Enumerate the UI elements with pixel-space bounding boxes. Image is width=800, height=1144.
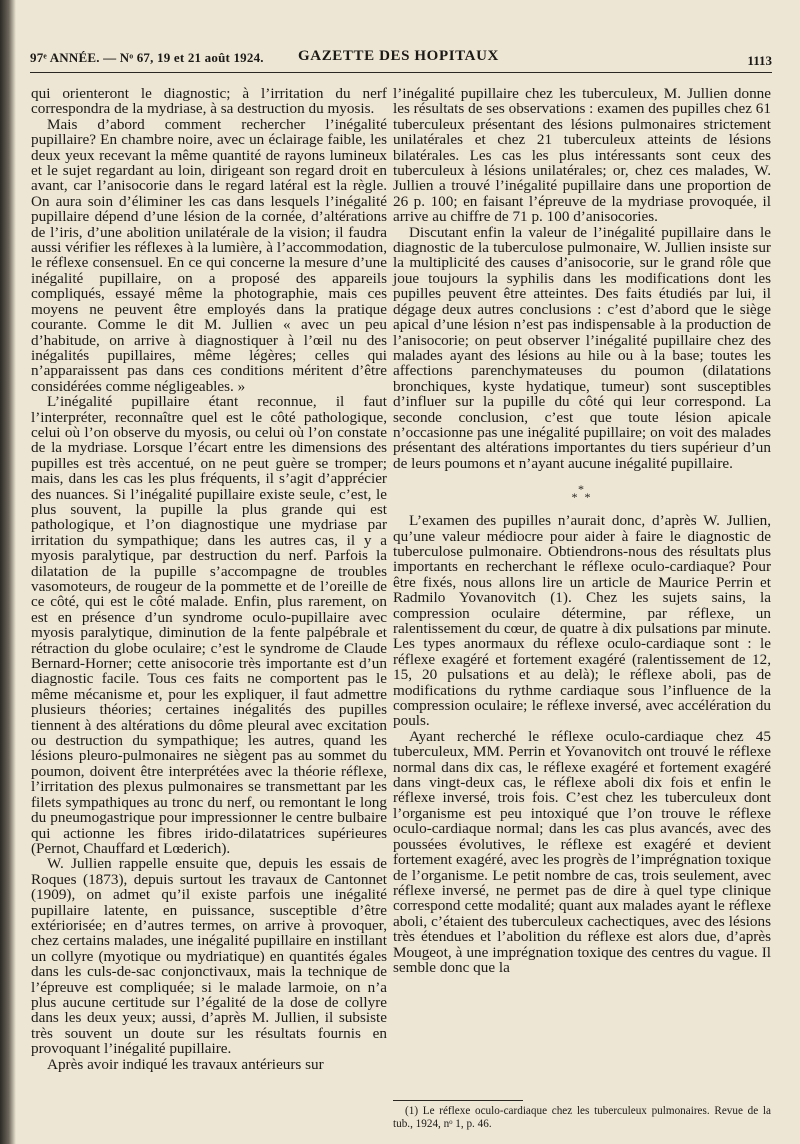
paragraph: Ayant recherché le réflexe oculo-cardiaque chez 45 tuberculeux, MM. Perrin et Yovanovitch ont trouvé le réflexe normal dans dix cas, le réflexe exagéré et fortement exagéré dans vingt-deux cas, le réflexe aboli dix fois et enfin le réflexe inversé, trois fois. C’est chez les tuberculeux dont l’organisme est peu intoxiqué que l’on trouve le réflexe oculo-cardiaque normal; dans les cas plus avancés, avec des poussées évolutives, le réflexe est exagéré et devient fortement exagéré, avec les progrès de l’imprégnation toxique de l’organisme. Le petit nombre de cas, trois seulement, avec réflexe inversé, ne permet pas de dire à quel type clinique correspond cette modalité; quant aux malades ayant le réflexe aboli, c’étaient des tuberculeux cachectiques, avec des lésions très étendues et l’abolition du réflexe est alors due, d’après Mougeot, à une imprégnation toxique des centres du vague. Il semble donc que la: [393, 727, 771, 976]
header-rule: [30, 72, 772, 73]
paragraph: Après avoir indiqué les travaux antérieurs sur: [47, 1055, 324, 1073]
right-column: [393, 86, 771, 1106]
section-separator: * * *: [571, 482, 593, 505]
paragraph: qui orienteront le diagnostic; à l’irritation du nerf correspondra de la mydriase, à sa destruction du myosis.: [31, 85, 387, 118]
journal-title: GAZETTE DES HOPITAUX: [298, 48, 499, 64]
binding-fold-shadow: [0, 0, 16, 1144]
footnote-rule: [393, 1100, 523, 1101]
left-column: [31, 86, 387, 1140]
paragraph: L’examen des pupilles n’aurait donc, d’après W. Jullien, qu’une valeur médiocre pour aider à faire le diagnostic de tuberculose pulmonaire. Obtiendrons-nous des résultats plus importants en recherchant le réflexe oculo-cardiaque? Pour être fixés, nous allons lire un article de Maurice Perrin et Radmilo Yovanovitch (1). Chez les sujets sains, la compression oculaire détermine, par réflexe, un ralentissement du cœur, de quatre à dix pulsations par minute. Les types anormaux du réflexe oculo-cardiaque sont : le réflexe exagéré et fortement exagéré (ralentissement de 12, 15, 20 pulsations et au delà); le réflexe aboli, pas de modifications du rythme cardiaque sous l’influence de la compression oculaire; le réflexe inversé, avec accélération du pouls.: [393, 512, 771, 730]
paragraph: Mais d’abord comment rechercher l’inégalité pupillaire? En chambre noire, avec un éclairage faible, les deux yeux recevant la même quantité de rayons lumineux et le sujet regardant au loin, dirigeant son regard droit en avant, car l’anisocorie dans le regard latéral est la règle. On aura soin d’éliminer les cas dans lesquels l’inégalité pupillaire dépend d’une lésion de la cornée, d’altérations de l’iris, d’une abolition unilatérale de la vision; il faudra aussi vérifier les réflexes à la lumière, à l’accommodation, le réflexe consensuel. En ce qui concerne la mesure d’une inégalité pupillaire, on a proposé des appareils compliqués, essayé même la photographie, mais ces moyens ne peuvent être employés dans la pratique courante. Comme le dit M. Jullien « avec un peu d’habitude, on arrive à diagnostiquer à l’œil nu des inégalités pupillaires, même légères; celles qui n’apparaissent pas dans ces conditions méritent d’être considérées comme négligeables. »: [31, 115, 387, 395]
page-number: 1113: [747, 53, 772, 68]
paragraph: Discutant enfin la valeur de l’inégalité pupillaire dans le diagnostic de la tuberculose pulmonaire, W. Jullien insiste sur la multiplicité des causes d’anisocorie, sur le grand rôle que joue toujours la syphilis dans les modifications dont les pupilles peuvent être atteintes. Des faits étudiés par lui, il dégage deux autres conclusions : c’est d’abord que le siège apical d’une lésion n’est pas indispensable à la production de l’anisocorie; on peut observer l’inégalité pupillaire chez des malades ayant des lésions au hile ou à la base; toutes les affections parenchymateuses du poumon (dilatations bronchiques, kyste hydatique, tumeur) sont susceptibles d’influer sur la pupille du côté qui leur correspond. La seconde conclusion, c’est que toute lésion apicale n’occasionne pas une inégalité pupillaire; on voit des malades présentant des altérations importantes du tiers supérieur d’un de leurs poumons et n’ayant aucune inégalité pupillaire.: [393, 223, 771, 472]
paragraph: l’inégalité pupillaire chez les tuberculeux, M. Jullien donne les résultats de ses observations : examen des pupilles chez 61 tuberculeux présentant des lésions pulmonaires strictement unilatérales et chez 21 tuberculeux atteints de lésions bilatérales. Les cas les plus intéressants sont ceux des tuberculeux à lésions unilatérales; or, chez ces malades, W. Jullien a trouvé l’inégalité pupillaire dans une proportion de 26 p. 100; en faisant l’épreuve de la mydriase provoquée, il arrive au chiffre de 71 p. 100 d’anisocories.: [393, 85, 771, 226]
footnote: [393, 1105, 771, 1131]
footnote-text: (1) Le réflexe oculo-cardiaque chez les tuberculeux pulmonaires. Revue de la tub., 1924, nᵒ 1, p. 46.: [393, 1105, 771, 1130]
running-header: [30, 46, 772, 70]
paragraph: L’inégalité pupillaire étant reconnue, il faut l’interpréter, reconnaître quel est le côté pathologique, celui où l’on observe du myosis, ou celui où l’on constate de la mydriase. Lorsque l’écart entre les dimensions des pupilles est très accentué, on ne peut guère se tromper; mais, dans les cas les plus fréquents, il s’agit d’apprécier des nuances. Si l’inégalité pupillaire existe seule, c’est, le plus souvent, la pupille la plus grande qui est pathologique, et l’on diagnostique une mydriase par irritation du sympathique; dans les autres cas, il y a myosis paralytique, par destruction du nerf. Parfois la dilatation de la pupille s’accompagne de troubles vasomoteurs, de rougeur de la pommette et de l’oreille de ce côté, qui est le côté malade. Enfin, plus rarement, on est en présence d’un syndrome oculo-pupillaire avec myosis paralytique, diminution de la fente palpébrale et rétraction du globe oculaire; c’est le syndrome de Claude Bernard-Horner; cette anisocorie très importante est d’un diagnostic facile. Tous ces faits ne comportent pas le même mécanisme et, pour les expliquer, il faut admettre plusieurs théories; certaines inégalités des pupilles tiennent à des altérations du dôme pleural avec excitation ou destruction du sympathique; les autres, quand les lésions pleuro-pulmonaires ne siègent pas au sommet du poumon, doivent être interprétées avec la théorie réflexe, l’irritation des plexus pulmonaires se transmettant par les filets sympathiques au tronc du nerf, ou remontant le long du pneumogastrique pour impressionner le centre bulbaire qui actionne les fibres irido-dilatatrices supérieures (Pernot, Chauffard et Lœderich).: [31, 393, 387, 857]
issue-info: 97ᵉ ANNÉE. — Nᵒ 67, 19 et 21 août 1924.: [30, 50, 264, 65]
paragraph: W. Jullien rappelle ensuite que, depuis les essais de Roques (1873), depuis surtout les travaux de Cantonnet (1909), on admet qu’il existe parfois une inégalité pupillaire latente, en puissance, susceptible d’être extériorisée; en d’autres termes, on arrive à provoquer, chez certains malades, une inégalité pupillaire en instillant un collyre (myotique ou mydriatique) en quantités égales dans les culs-de-sac conjonctivaux, mais la technique de l’épreuve est compliquée; si le malade larmoie, on n’a plus aucune certitude sur l’égalité de la dose de collyre dans les deux yeux; aussi, d’après M. Jullien, il subsiste très souvent un doute sur les résultats fournis en provoquant l’inégalité pupillaire.: [31, 855, 387, 1058]
